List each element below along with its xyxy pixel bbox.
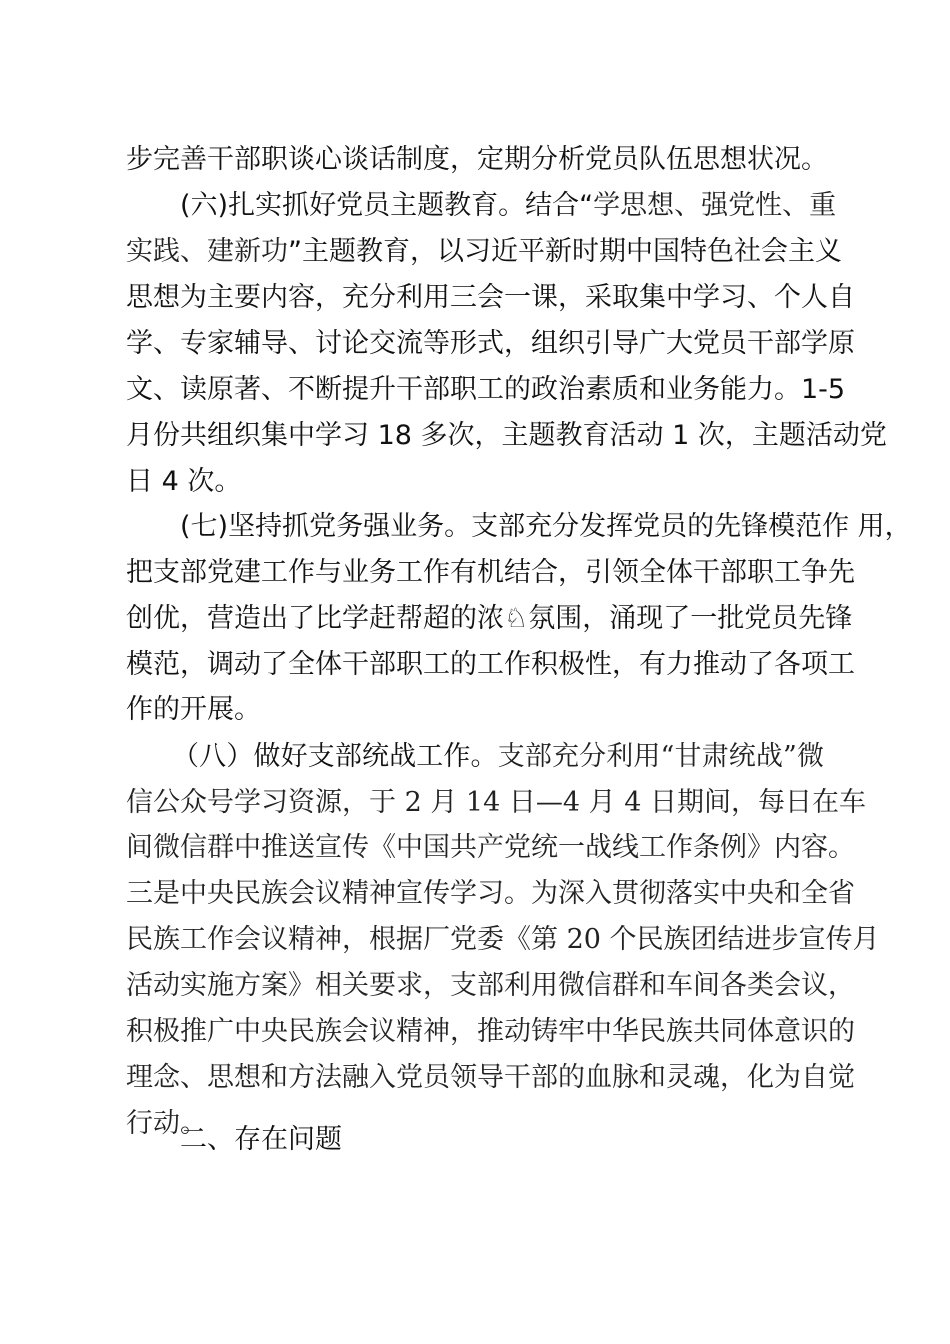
paragraph-line — [172, 739, 824, 775]
paragraph-line: 思想为主要内容，充分利用三会一课，采取集中学习、个人自 — [126, 282, 855, 313]
paragraph-line: 模范，调动了全体干部职工的工作积极性，有力推动了各项工 — [126, 649, 855, 680]
text-run: 结合“ — [525, 190, 594, 221]
section-heading-8: （八）做好支部统战工作。 — [172, 741, 498, 772]
paragraph-line: 理念、思想和方法融入党员领导干部的血脉和灵魂，化为自觉 — [126, 1062, 855, 1093]
paragraph-line: (七)坚持抓党务强业务。支部充分发挥党员的先锋模范作 用， — [180, 511, 912, 542]
paragraph-line: 行动。 — [126, 1108, 207, 1139]
paragraph-line: 创优，营造出了比学赶帮超的浓♘氛围，涌现了一批党员先锋 — [126, 603, 853, 634]
paragraph-line: 日 4 次。 — [126, 466, 242, 497]
text-run: 支部充分利用“甘肃统战”微 — [497, 741, 825, 772]
paragraph-line: 文、读原著、不断提升干部职工的政治素质和业务能力。1-5 — [126, 374, 846, 405]
paragraph-line: 三是中央民族会议精神宣传学习。为深入贯彻落实中央和全省 — [126, 878, 855, 909]
paragraph-line: 民族工作会议精神，根据厂党委《第 20 个民族团结进步宣传月 — [126, 924, 880, 955]
paragraph-line: 月份共组织集中学习 18 多次，主题教育活动 1 次，主题活动党 — [126, 420, 887, 451]
paragraph-line — [126, 234, 842, 270]
paragraph-line — [180, 188, 837, 224]
paragraph-line: 作的开展。 — [126, 694, 261, 725]
paragraph-line: 信公众号学习资源，于 2 月 14 日—4 月 4 日期间，每日在车 — [126, 787, 866, 818]
paragraph-line: 把支部党建工作与业务工作有机结合，引领全体干部职工争先 — [126, 557, 855, 588]
text-run: ”主题教育，以习近平新时期中国特色社会主义 — [288, 236, 842, 267]
paragraph-line: 积极推广中央民族会议精神，推动铸牢中华民族共同体意识的 — [126, 1016, 855, 1047]
paragraph-line: 学、专家辅导、讨论交流等形式，组织引导广大党员干部学原 — [126, 328, 855, 359]
paragraph-line: 活动实施方案》相关要求，支部利用微信群和车间各类会议， — [126, 970, 855, 1001]
section-heading: 二、存在问题 — [180, 1124, 342, 1155]
section-heading-6: (六)扎实抓好党员主题教育。 — [180, 190, 526, 221]
paragraph-line: 步完善干部职谈心谈话制度，定期分析党员队伍思想状况。 — [126, 144, 828, 175]
text-run: 学思想、强党性、重 — [593, 190, 837, 221]
paragraph-line: 间微信群中推送宣传《中国共产党统一战线工作条例》内容。 — [126, 832, 855, 863]
text-run: 实践、建新功 — [126, 236, 288, 267]
